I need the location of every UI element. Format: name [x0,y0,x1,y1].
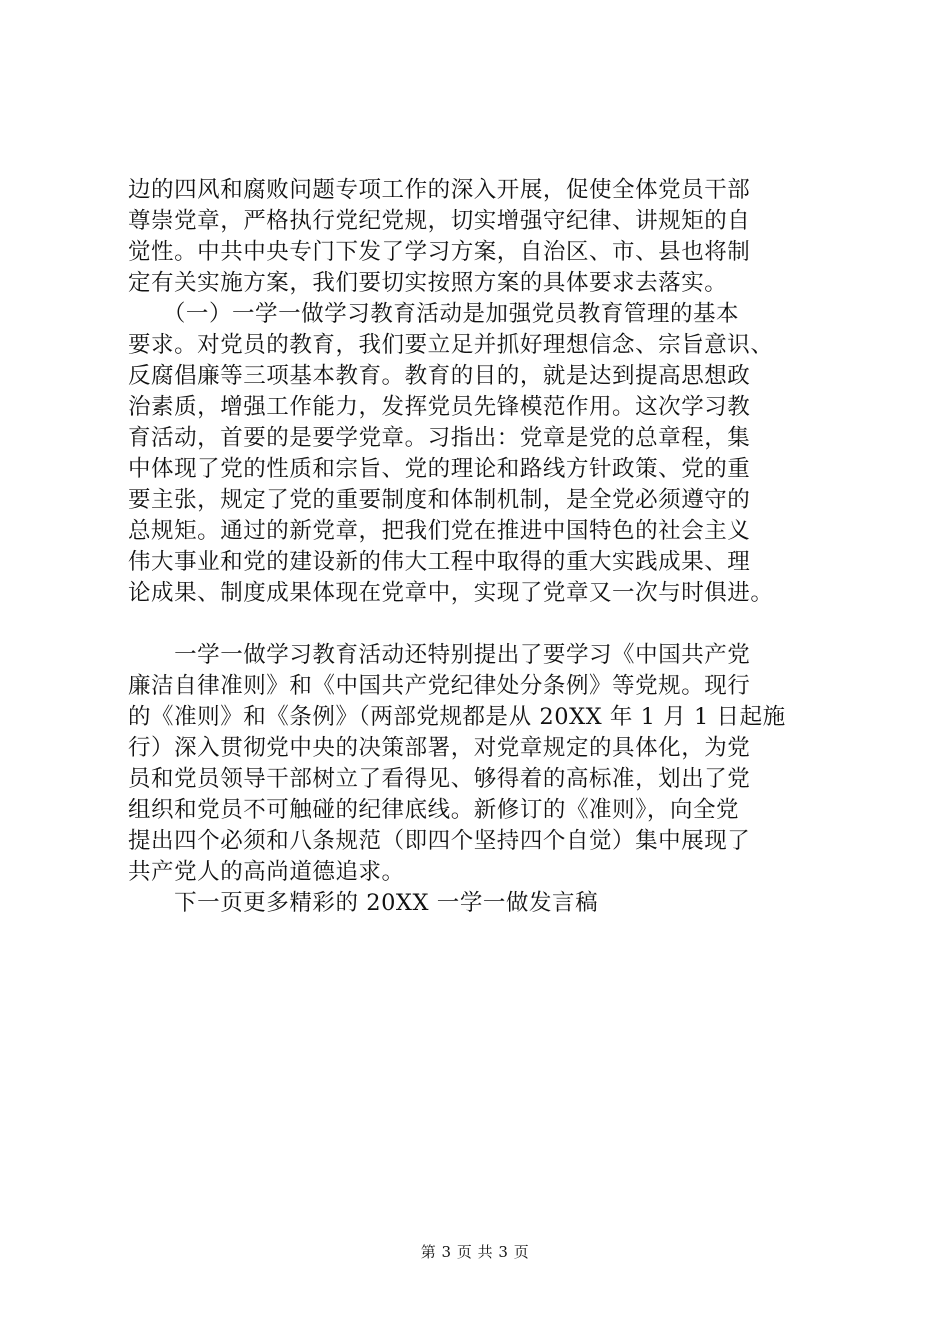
text-line: 伟大事业和党的建设新的伟大工程中取得的重大实践成果、理 [128,549,751,575]
text-line: 的《准则》和《条例》（两部党规都是从 20XX 年 1 月 1 日起施 [128,704,786,730]
text-line: 组织和党员不可触碰的纪律底线。新修订的《准则》，向全党 [128,797,740,823]
paragraph-spacer [128,609,850,640]
paragraph-1 [128,175,850,299]
text-line: 尊崇党章，严格执行党纪党规，切实增强守纪律、讲规矩的自 [128,208,751,234]
text-line: 治素质，增强工作能力，发挥党员先锋模范作用。这次学习教 [128,394,751,420]
text-line: 论成果、制度成果体现在党章中，实现了党章又一次与时俱进。 [128,580,774,606]
text-line: 提出四个必须和八条规范（即四个坚持四个自觉）集中展现了 [128,828,751,854]
text-line: 总规矩。通过的新党章，把我们党在推进中国特色的社会主义 [128,518,751,544]
paragraph-3 [128,640,850,888]
document-body [128,175,850,919]
text-line: 反腐倡廉等三项基本教育。教育的目的，就是达到提高思想政 [128,363,751,389]
text-line: 要主张，规定了党的重要制度和体制机制，是全党必须遵守的 [128,487,751,513]
text-line: 边的四风和腐败问题专项工作的深入开展，促使全体党员干部 [128,177,751,203]
text-line: 员和党员领导干部树立了看得见、够得着的高标准，划出了党 [128,766,751,792]
text-line: 下一页更多精彩的 20XX 一学一做发言稿 [128,890,599,916]
text-line: 廉洁自律准则》和《中国共产党纪律处分条例》等党规。现行 [128,673,751,699]
paragraph-2 [128,299,850,609]
text-line: 定有关实施方案，我们要切实按照方案的具体要求去落实。 [128,270,728,296]
text-line: 觉性。中共中央专门下发了学习方案，自治区、市、县也将制 [128,239,751,265]
text-line: 行）深入贯彻党中央的决策部署，对党章规定的具体化，为党 [128,735,751,761]
text-line: 共产党人的高尚道德追求。 [128,859,405,885]
paragraph-4 [128,888,850,919]
text-line: 一学一做学习教育活动还特别提出了要学习《中国共产党 [128,642,751,668]
text-line: 要求。对党员的教育，我们要立足并抓好理想信念、宗旨意识、 [128,332,774,358]
text-line: （一）一学一做学习教育活动是加强党员教育管理的基本 [128,301,740,327]
text-line: 育活动，首要的是要学党章。习指出：党章是党的总章程，集 [128,425,751,451]
page-footer: 第 3 页 共 3 页 [420,1243,530,1261]
text-line: 中体现了党的性质和宗旨、党的理论和路线方针政策、党的重 [128,456,751,482]
